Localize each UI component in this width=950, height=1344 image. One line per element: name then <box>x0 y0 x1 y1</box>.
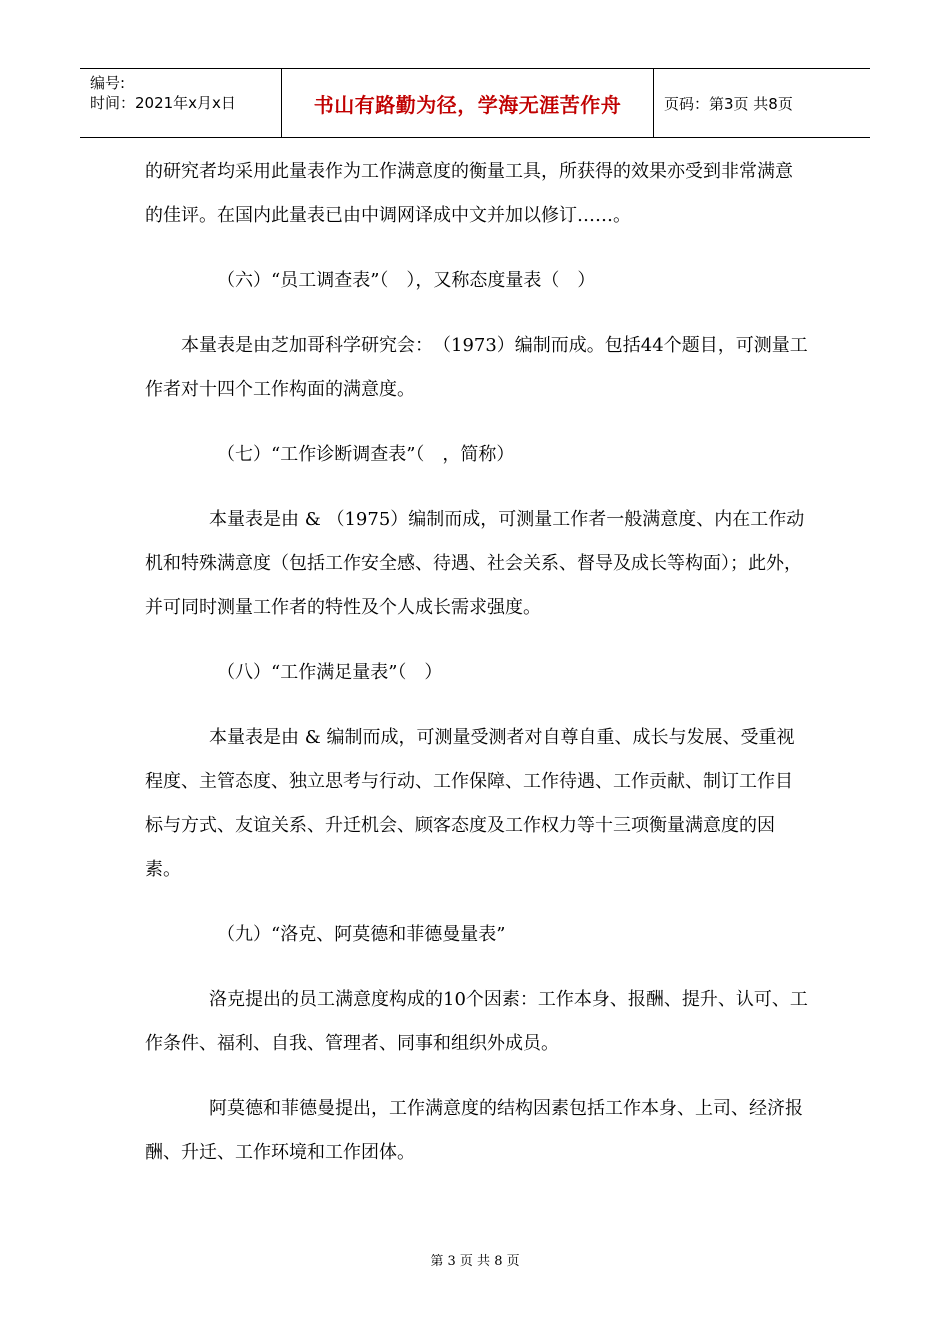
header-page-cell <box>654 69 870 137</box>
paragraph-arnold-feldman-factors: 阿莫德和菲德曼提出，工作满意度的结构因素包括工作本身、上司、经济报酬、升迁、工作环境和工作团体。 <box>145 1098 803 1163</box>
paragraph-section-6: 本量表是由芝加哥科学研究会： （1973）编制而成。包括44个题目，可测量工作者对十四个工作构面的满意度。 <box>145 335 808 400</box>
header-page-label: 页码：第3页 共8页 <box>664 94 793 113</box>
section-heading-6: （六）“员工调查表”（ ），又称态度量表（ ） <box>217 270 596 291</box>
page-footer: 第 3 页 共 8 页 <box>430 1254 520 1269</box>
header-motto-cell <box>282 69 654 137</box>
number-label: 编号: <box>90 74 126 92</box>
paragraph-section-7: 本量表是由 & （1975）编制而成，可测量工作者一般满意度、内在工作动机和特殊满意度（包括工作安全感、待遇、社会关系、督导及成长等构面）；此外，并可同时测量工作者的特性及个人成长需求强度。 <box>145 509 805 618</box>
paragraph-locke-factors: 洛克提出的员工满意度构成的10个因素：工作本身、报酬、提升、认可、工作条件、福利、自我、管理者、同事和组织外成员。 <box>145 989 808 1054</box>
time-label: 时间：2021年x月x日 <box>90 94 236 112</box>
paragraph-section-8: 本量表是由 & 编制而成，可测量受测者对自尊自重、成长与发展、受重视程度、主管态度、独立思考与行动、工作保障、工作待遇、工作贡献、制订工作目标与方式、友谊关系、升迁机会、顾客态度及工作权力等十三项衡量满意度的因素。 <box>145 727 795 880</box>
document-header <box>80 68 870 138</box>
document-body <box>145 150 810 1175</box>
section-heading-8: （八）“工作满足量表”（ ） <box>217 662 443 683</box>
section-heading-7: （七）“工作诊断调查表”（ ，简称） <box>217 444 515 465</box>
header-meta-cell <box>80 69 282 137</box>
header-motto: 书山有路勤为径，学海无涯苦作舟 <box>313 92 622 117</box>
paragraph-intro: 的研究者均采用此量表作为工作满意度的衡量工具，所获得的效果亦受到非常满意的佳评。在国内此量表已由中调网译成中文并加以修订……。 <box>145 161 793 226</box>
section-heading-9: （九）“洛克、阿莫德和菲德曼量表” <box>217 924 506 945</box>
